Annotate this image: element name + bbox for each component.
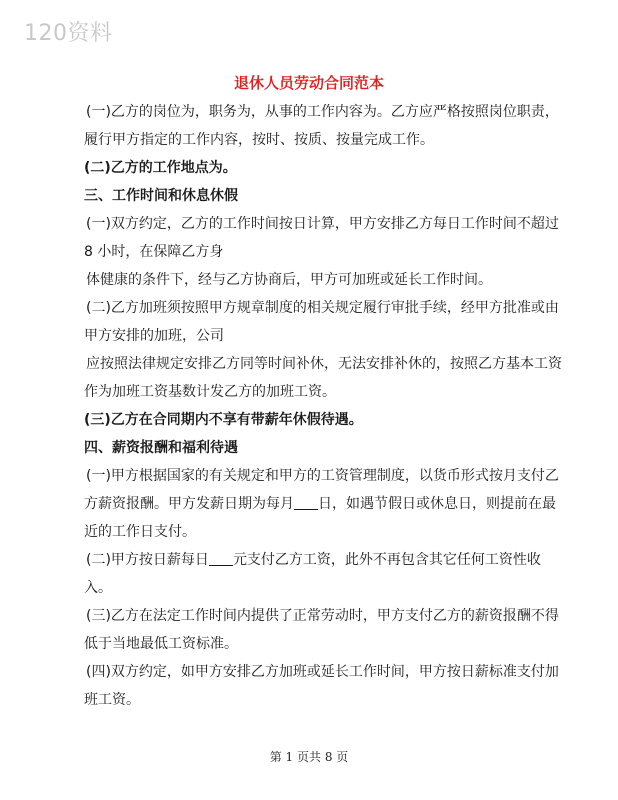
paragraph-post-duties: (一)乙方的岗位为，职务为，从事的工作内容为。乙方应严格按照岗位职责，履行甲方指定的工作内容，按时、按质、按量完成工作。: [84, 104, 559, 148]
paragraph-compensatory-leave: 应按照法律规定安排乙方同等时间补休，无法安排补休的，按照乙方基本工资作为加班工资基数计发乙方的加班工资。: [84, 356, 562, 400]
document-title: 退休人员劳动合同范本: [233, 74, 384, 92]
paragraph-overtime-pay: (四)双方约定，如甲方安排乙方加班或延长工作时间，甲方按日薪标准支付加班工资。: [84, 664, 559, 708]
paragraph-minimum-wage: (三)乙方在法定工作时间内提供了正常劳动时，甲方支付乙方的薪资报酬不得低于当地最低工资标准。: [84, 608, 559, 652]
watermark-logo: 120资料: [24, 21, 113, 46]
daily-wage-text-a: (二)甲方按日薪每日: [86, 552, 209, 568]
paragraph-overtime-approval: (二)乙方加班须按照甲方规章制度的相关规定履行审批手续，经甲方批准或由甲方安排的加班，公司: [84, 300, 559, 344]
salary-payment-text-b: 日，如遇节假日或休息日，则提前在最近的工作日支付。: [84, 496, 556, 540]
paragraph-health-overtime: 体健康的条件下，经与乙方协商后，甲方可加班或延长工作时间。: [86, 272, 492, 288]
daily-wage-blank: [209, 551, 233, 566]
payday-blank: [294, 495, 318, 510]
document-body: [84, 98, 564, 714]
paragraph-annual-leave: (三)乙方在合同期内不享有带薪年休假待遇。: [84, 412, 363, 428]
paragraph-daily-wage: [84, 546, 564, 602]
paragraph-work-location: (二)乙方的工作地点为。: [84, 160, 237, 176]
section-heading-work-time: 三、工作时间和休息休假: [84, 188, 238, 204]
paragraph-work-hours: (一)双方约定，乙方的工作时间按日计算，甲方安排乙方每日工作时间不超过 8 小时，在保障乙方身: [84, 216, 559, 260]
paragraph-salary-payment: [84, 462, 564, 546]
daily-wage-text-b: 元支付乙方工资，此外不再包含其它任何工资性收入。: [84, 552, 541, 596]
section-heading-salary: 四、薪资报酬和福利待遇: [84, 440, 238, 456]
salary-payment-text-a: (一)甲方根据国家的有关规定和甲方的工资管理制度，以货币形式按月支付乙方薪资报酬。甲方发薪日期为每月: [84, 468, 559, 512]
page-footer: 第 1 页共 8 页: [269, 750, 349, 764]
